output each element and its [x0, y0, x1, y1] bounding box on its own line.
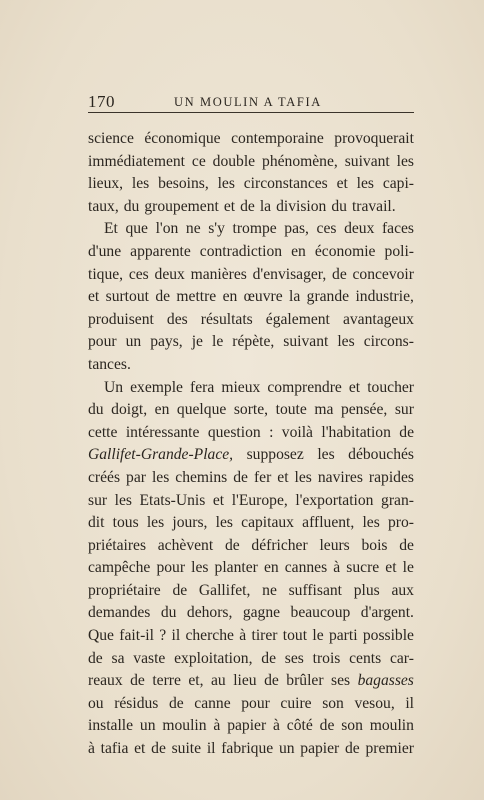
text-line: priétaires achèvent de défricher leurs bois de	[88, 536, 414, 554]
text-line: et surtout de mettre en œuvre la grande industrie,	[88, 288, 414, 306]
text-line: Un exemple fera mieux comprendre et toucher	[104, 378, 414, 396]
text-line: taux, du groupement et de la division du travail.	[88, 197, 396, 215]
text-line: pour un pays, je le répète, suivant les circons-	[88, 333, 414, 351]
text-line: tique, ces deux manières d'envisager, de concevoir	[88, 265, 414, 283]
text-line: ou résidus de canne pour cuire son vesou, il	[88, 694, 414, 712]
text-line: reaux de terre et, au lieu de brûler ses bagasses	[88, 672, 414, 690]
page-number: 170	[88, 92, 115, 111]
text-line: du doigt, en quelque sorte, toute ma pensée, sur	[88, 401, 414, 419]
text-line: immédiatement ce double phénomène, suivant les	[88, 152, 414, 170]
text-line: demandes du dehors, gagne beaucoup d'argent.	[88, 604, 414, 622]
running-title: UN MOULIN A TAFIA	[174, 95, 322, 109]
text-line: tances.	[88, 355, 131, 373]
text-line: Gallifet-Grande-Place, supposez les débouchés	[88, 446, 414, 464]
page-header	[88, 92, 414, 113]
text-line: campêche pour les planter en cannes à sucre et le	[88, 559, 414, 577]
text-line: propriétaire de Gallifet, ne suffisant plus aux	[88, 581, 414, 599]
text-line: à tafia et de suite il fabrique un papier de premier	[88, 740, 414, 758]
text-line: sur les Etats-Unis et l'Europe, l'exportation gran-	[88, 491, 414, 509]
text-line: science économique contemporaine provoquerait	[88, 130, 414, 147]
text-line: Que fait-il ? il cherche à tirer tout le parti possible	[88, 627, 414, 645]
text-line: créés par les chemins de fer et les navires rapides	[88, 468, 414, 486]
body-text	[88, 128, 414, 761]
text-line: produisent des résultats également avantageux	[88, 310, 414, 328]
text-line: Et que l'on ne s'y trompe pas, ces deux faces	[104, 220, 414, 238]
text-line: cette intéressante question : voilà l'habitation de	[88, 423, 414, 441]
text-line: dit tous les jours, les capitaux affluent, les pro-	[88, 514, 414, 532]
text-line: de sa vaste exploitation, de ses trois cents car-	[88, 649, 414, 667]
text-line: installe un moulin à papier à côté de son moulin	[88, 717, 414, 735]
text-line: d'une apparente contradiction en économie poli-	[88, 242, 414, 260]
text-line: lieux, les besoins, les circonstances et les capi-	[88, 175, 414, 193]
